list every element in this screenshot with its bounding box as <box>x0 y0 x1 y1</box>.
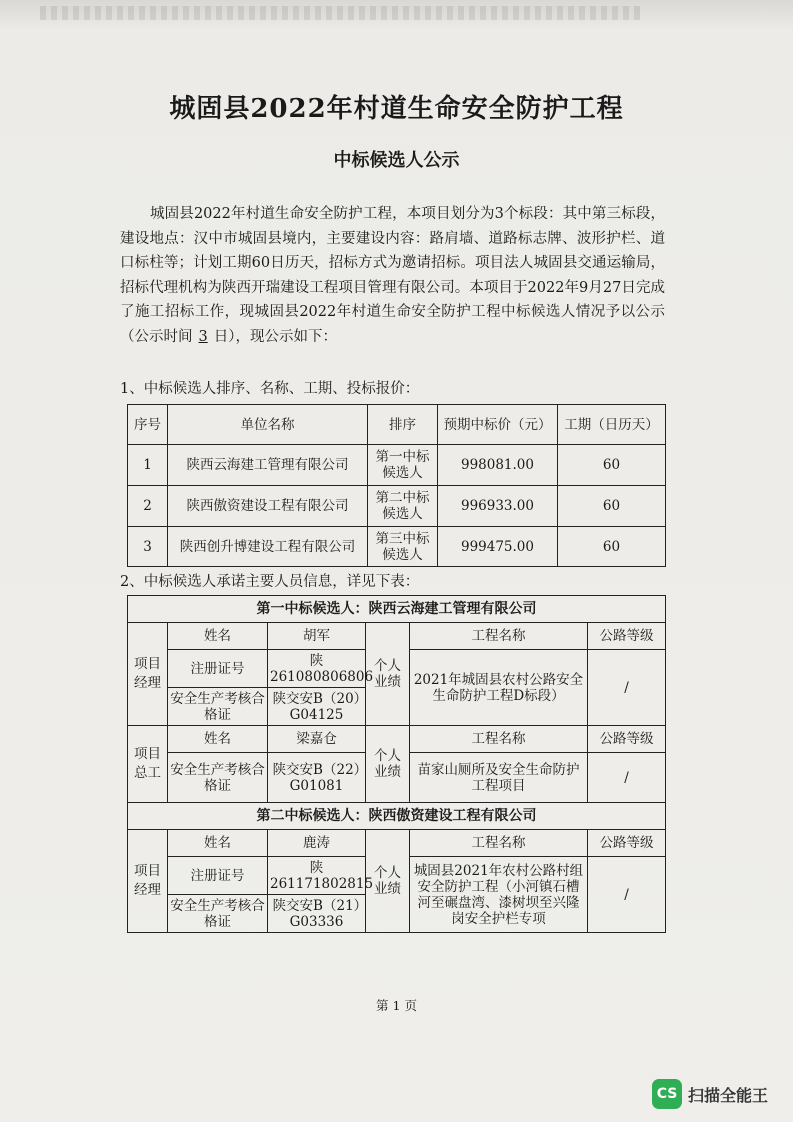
col-header-price: 预期中标价（元） <box>438 405 558 445</box>
cell-days: 60 <box>558 445 666 486</box>
role-pm: 项目经理 <box>128 830 168 933</box>
pm2-project: 城固县2021年农村公路村组安全防护工程（小河镇石槽河至碾盘湾、漆树坝至兴隆岗安全护栏专项 <box>410 857 588 933</box>
pm-safety: 陕交安B（20）G04125 <box>268 688 366 726</box>
cell-rank: 第二中标候选人 <box>368 486 438 527</box>
cell-name: 陕西创升博建设工程有限公司 <box>168 527 368 567</box>
watermark-text: 扫描全能王 <box>688 1085 769 1105</box>
label-name: 姓名 <box>168 830 268 857</box>
document-title: 城固县2022年村道生命安全防护工程 <box>169 94 624 124</box>
label-safety-cert: 安全生产考核合格证 <box>168 688 268 726</box>
label-performance: 个人业绩 <box>366 726 410 803</box>
pm-name: 胡军 <box>268 623 366 650</box>
document-subtitle: 中标候选人公示 <box>333 150 460 171</box>
table-header-row <box>128 405 666 445</box>
table-row <box>128 486 666 527</box>
cell-no: 1 <box>128 445 168 486</box>
label-name: 姓名 <box>168 623 268 650</box>
role-pm: 项目经理 <box>128 623 168 726</box>
cell-no: 2 <box>128 486 168 527</box>
label-performance: 个人业绩 <box>366 830 410 933</box>
label-safety-cert: 安全生产考核合格证 <box>168 895 268 933</box>
label-road-grade: 公路等级 <box>588 830 666 857</box>
candidates-table <box>127 404 666 567</box>
cell-days: 60 <box>558 527 666 567</box>
col-header-no: 序号 <box>128 405 168 445</box>
label-reg-cert: 注册证号 <box>168 650 268 688</box>
table-row <box>128 445 666 486</box>
intro-text: 城固县2022年村道生命安全防护工程，本项目划分为3个标段：其中第三标段，建设地点：汉中市城固县境内，主要建设内容：路肩墙、道路标志牌、波形护栏、道口标柱等；计划工期60日历天，招标方式为邀请招标。项目法人城固县交通运输局，招标代理机构为陕西开瑞建设工程项目管理有限公司。本项目于2022年9月27日完成了施工招标工作，现城固县2022年村道生命安全防护工程中标候选人情况予以公示（公示时间 <box>120 206 665 345</box>
cell-name: 陕西云海建工管理有限公司 <box>168 445 368 486</box>
camscanner-logo-icon: CS <box>652 1079 682 1109</box>
cell-name: 陕西傲资建设工程有限公司 <box>168 486 368 527</box>
pm-project: 2021年城固县农村公路安全生命防护工程D标段） <box>410 650 588 726</box>
cell-price: 996933.00 <box>438 486 558 527</box>
pm-grade: / <box>588 650 666 726</box>
label-project-name: 工程名称 <box>410 830 588 857</box>
label-reg-cert: 注册证号 <box>168 857 268 895</box>
cell-days: 60 <box>558 486 666 527</box>
cell-no: 3 <box>128 527 168 567</box>
cell-price: 999475.00 <box>438 527 558 567</box>
pm-reg: 陕261080806806 <box>268 650 366 688</box>
group-2-header: 第二中标候选人：陕西傲资建设工程有限公司 <box>128 803 666 830</box>
chief-grade: / <box>588 753 666 803</box>
page-number: 第 1 页 <box>376 998 417 1013</box>
label-name: 姓名 <box>168 726 268 753</box>
col-header-name: 单位名称 <box>168 405 368 445</box>
intro-end: 日），现公示如下： <box>213 328 337 345</box>
col-header-rank: 排序 <box>368 405 438 445</box>
cell-rank: 第一中标候选人 <box>368 445 438 486</box>
cell-price: 998081.00 <box>438 445 558 486</box>
table-row <box>128 726 666 753</box>
table-row <box>128 830 666 857</box>
chief-project: 苗家山厕所及安全生命防护工程项目 <box>410 753 588 803</box>
personnel-table <box>127 595 666 933</box>
pm2-reg: 陕261171802815 <box>268 857 366 895</box>
pm2-name: 鹿涛 <box>268 830 366 857</box>
label-performance: 个人业绩 <box>366 623 410 726</box>
role-chief: 项目总工 <box>128 726 168 803</box>
table-row <box>128 623 666 650</box>
section-2-heading: 2、中标候选人承诺主要人员信息，详见下表： <box>120 574 420 590</box>
pm2-grade: / <box>588 857 666 933</box>
intro-paragraph <box>120 202 665 349</box>
scan-artifact <box>40 6 640 20</box>
label-project-name: 工程名称 <box>410 726 588 753</box>
label-safety-cert: 安全生产考核合格证 <box>168 753 268 803</box>
scanner-watermark <box>652 1078 768 1110</box>
section-1-heading: 1、中标候选人排序、名称、工期、投标报价： <box>120 381 420 397</box>
label-road-grade: 公路等级 <box>588 726 666 753</box>
pm2-safety: 陕交安B（21）G03336 <box>268 895 366 933</box>
table-row <box>128 527 666 567</box>
col-header-days: 工期（日历天） <box>558 405 666 445</box>
label-road-grade: 公路等级 <box>588 623 666 650</box>
cell-rank: 第三中标候选人 <box>368 527 438 567</box>
group-1-header: 第一中标候选人：陕西云海建工管理有限公司 <box>128 596 666 623</box>
chief-name: 梁嘉仓 <box>268 726 366 753</box>
label-project-name: 工程名称 <box>410 623 588 650</box>
chief-safety: 陕交安B（22）G01081 <box>268 753 366 803</box>
notice-days: 3 <box>198 328 208 345</box>
